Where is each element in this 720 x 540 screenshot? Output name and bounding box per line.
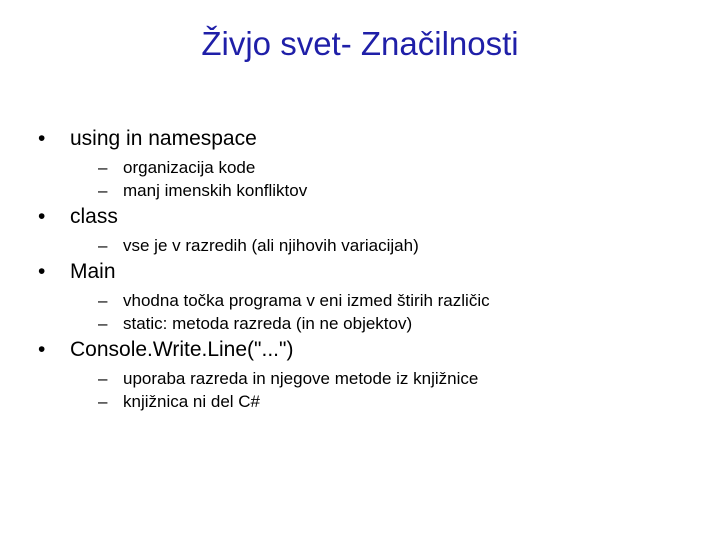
sub-list (98, 234, 698, 257)
bullet-text: Main (70, 260, 116, 283)
sub-item (98, 390, 698, 413)
sub-marker: – (98, 158, 108, 177)
sub-text: manj imenskih konfliktov (123, 181, 308, 200)
bullet-text: using in namespace (70, 127, 257, 150)
sub-item (98, 234, 698, 257)
bullet-group-using (38, 124, 698, 202)
sub-item (98, 156, 698, 179)
sub-text: organizacija kode (123, 158, 256, 177)
bullet-text: class (70, 205, 118, 228)
sub-text: vse je v razredih (ali njihovih variacijah) (123, 236, 419, 255)
bullet-group-class (38, 202, 698, 257)
bullet-group-console (38, 335, 698, 413)
sub-item (98, 312, 698, 335)
bullet-marker: • (38, 127, 46, 150)
sub-marker: – (98, 181, 108, 200)
sub-marker: – (98, 314, 108, 333)
sub-list (98, 156, 698, 202)
slide-title: Živjo svet- Značilnosti (201, 25, 519, 62)
bullet-item (38, 202, 698, 232)
sub-marker: – (98, 369, 108, 388)
sub-marker: – (98, 236, 108, 255)
bullet-text: Console.Write.Line("...") (70, 338, 294, 361)
bullet-item (38, 335, 698, 365)
sub-text: vhodna točka programa v eni izmed štirih različic (123, 291, 490, 310)
bullet-marker: • (38, 338, 46, 361)
bullet-item (38, 124, 698, 154)
bullet-group-main (38, 257, 698, 335)
sub-marker: – (98, 291, 108, 310)
sub-marker: – (98, 392, 108, 411)
sub-text: uporaba razreda in njegove metode iz knjižnice (123, 369, 479, 388)
sub-list (98, 367, 698, 413)
sub-text: static: metoda razreda (in ne objektov) (123, 314, 413, 333)
bullet-list (38, 124, 698, 413)
bullet-item (38, 257, 698, 287)
sub-item (98, 289, 698, 312)
bullet-marker: • (38, 205, 46, 228)
sub-list (98, 289, 698, 335)
sub-item (98, 367, 698, 390)
sub-text: knjižnica ni del C# (123, 392, 261, 411)
bullet-marker: • (38, 260, 46, 283)
sub-item (98, 179, 698, 202)
